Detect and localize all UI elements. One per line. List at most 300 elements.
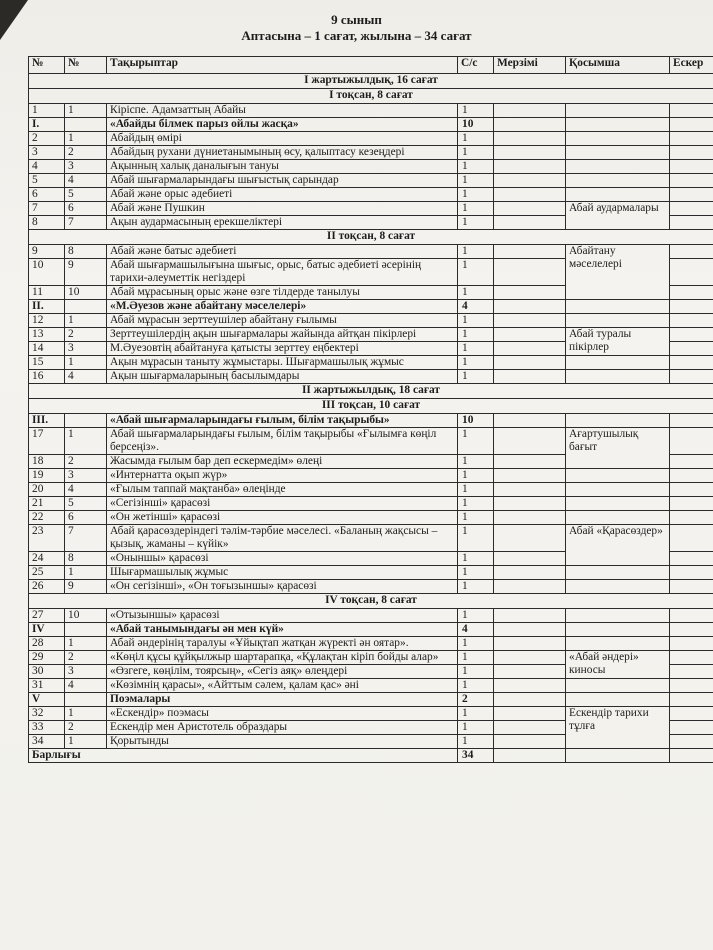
lesson-row [29,469,713,483]
note-cell [670,693,713,707]
topic-cell: Абай шығармашылығына шығыс, орыс, батыс әдебиеті әсерінің тарихи-әлеуметтік негіздері [107,259,458,286]
note-cell [670,525,713,552]
date-cell [494,580,566,594]
date-cell [494,511,566,525]
date-cell [494,566,566,580]
row-number: ІІ. [29,300,65,314]
lesson-row [29,651,713,665]
lesson-number [65,623,107,637]
note-cell [670,623,713,637]
lesson-row [29,104,713,118]
date-cell [494,146,566,160]
extra-cell [566,370,670,384]
row-number: 19 [29,469,65,483]
topic-cell: Шығармашылық жұмыс [107,566,458,580]
extra-cell [566,469,670,483]
hours-cell: 1 [458,469,494,483]
section-row [29,399,713,414]
note-cell [670,188,713,202]
section-title: ІІ тоқсан, 8 сағат [29,230,713,245]
section-title: ІІІ тоқсан, 10 сағат [29,399,713,414]
date-cell [494,749,566,763]
lesson-row [29,160,713,174]
lesson-number: 1 [65,566,107,580]
lesson-number: 7 [65,216,107,230]
extra-cell [566,623,670,637]
date-cell [494,483,566,497]
hours-cell: 1 [458,370,494,384]
date-cell [494,328,566,342]
topic-cell: «Өзгеге, көңілім, тоярсың», «Сегіз аяқ» өлеңдері [107,665,458,679]
lesson-number: 5 [65,188,107,202]
hours-cell: 1 [458,735,494,749]
lesson-number: 10 [65,609,107,623]
section-row [29,74,713,89]
row-number: 2 [29,132,65,146]
row-number: 21 [29,497,65,511]
topic-cell: Қорытынды [107,735,458,749]
note-cell [670,483,713,497]
extra-cell [566,693,670,707]
col-header-no2: № [65,57,107,74]
extra-cell [566,132,670,146]
topic-cell: «Интернатта оқып жүр» [107,469,458,483]
extra-cell [566,511,670,525]
lesson-number: 2 [65,651,107,665]
topic-cell: «Көңіл құсы құйқылжыр шартарапқа, «Құлақтан кіріп бойды алар» [107,651,458,665]
syllabus-table [28,56,713,763]
note-cell [670,651,713,665]
col-header-note: Ескер [670,57,713,74]
topic-cell: Ақын аудармасының ерекшеліктері [107,216,458,230]
section-row [29,384,713,399]
grade-title: 9 сынып [331,12,382,27]
row-number: 18 [29,455,65,469]
row-number: І. [29,118,65,132]
extra-cell: Абай аудармалары [566,202,670,230]
date-cell [494,552,566,566]
lesson-number: 1 [65,428,107,455]
extra-cell [566,414,670,428]
extra-cell [566,580,670,594]
date-cell [494,609,566,623]
note-cell [670,749,713,763]
hours-cell: 4 [458,623,494,637]
section-row [29,594,713,609]
hours-cell: 1 [458,609,494,623]
row-number: 7 [29,202,65,216]
row-number: 34 [29,735,65,749]
topic-cell: Абай және орыс әдебиеті [107,188,458,202]
module-row [29,118,713,132]
lesson-row [29,314,713,328]
date-cell [494,188,566,202]
lesson-row [29,580,713,594]
section-title: ІІ жартыжылдық, 18 сағат [29,384,713,399]
lesson-number: 8 [65,245,107,259]
row-number: V [29,693,65,707]
topic-cell: Ақынның халық даналығын тануы [107,160,458,174]
topic-cell: Поэмалары [107,693,458,707]
section-title: ІV тоқсан, 8 сағат [29,594,713,609]
date-cell [494,314,566,328]
row-number: 23 [29,525,65,552]
note-cell [670,342,713,356]
row-number: 16 [29,370,65,384]
note-cell [670,370,713,384]
lesson-number: 6 [65,511,107,525]
date-cell [494,118,566,132]
note-cell [670,721,713,735]
col-header-hours: С/с [458,57,494,74]
date-cell [494,414,566,428]
hours-cell: 1 [458,328,494,342]
row-number: 4 [29,160,65,174]
hours-cell: 1 [458,483,494,497]
row-number: 14 [29,342,65,356]
module-row [29,693,713,707]
row-number: 33 [29,721,65,735]
col-header-no1: № [29,57,65,74]
hours-cell: 1 [458,286,494,300]
hours-cell: 1 [458,580,494,594]
extra-cell [566,160,670,174]
topic-cell: «Он сегізінші», «Он тоғызыншы» қарасөзі [107,580,458,594]
topic-cell: Жасымда ғылым бар деп ескермедім» өлеңі [107,455,458,469]
note-cell [670,455,713,469]
topic-cell: Ақын мұрасын таныту жұмыстары. Шығармашылық жұмыс [107,356,458,370]
lesson-number: 4 [65,483,107,497]
lesson-number: 6 [65,202,107,216]
note-cell [670,146,713,160]
row-number: 27 [29,609,65,623]
hours-cell: 1 [458,552,494,566]
topic-cell: «Сегізінші» қарасөзі [107,497,458,511]
date-cell [494,245,566,259]
extra-cell: Ескендір тарихи тұлға [566,707,670,749]
hours-cell: 1 [458,259,494,286]
note-cell [670,259,713,286]
lesson-number: 1 [65,314,107,328]
date-cell [494,356,566,370]
lesson-number: 4 [65,174,107,188]
date-cell [494,286,566,300]
topic-cell: Абай шығармаларындағы ғылым, білім тақырыбы «Ғылымға көңіл берсеңіз». [107,428,458,455]
extra-cell [566,104,670,118]
extra-cell: Ағартушылық бағыт [566,428,670,469]
note-cell [670,707,713,721]
extra-cell: Абай «Қарасөздер» [566,525,670,566]
hours-cell: 1 [458,146,494,160]
module-row [29,414,713,428]
hours-cell: 1 [458,525,494,552]
hours-cell: 1 [458,721,494,735]
lesson-number [65,693,107,707]
note-cell [670,160,713,174]
lesson-row [29,525,713,552]
lesson-number [65,414,107,428]
note-cell [670,497,713,511]
note-cell [670,679,713,693]
date-cell [494,428,566,455]
topic-cell: Ескендір мен Аристотель образдары [107,721,458,735]
lesson-row [29,637,713,651]
lesson-row [29,146,713,160]
col-header-extra: Қосымша [566,57,670,74]
note-cell [670,414,713,428]
date-cell [494,469,566,483]
date-cell [494,623,566,637]
lesson-row [29,328,713,342]
note-cell [670,637,713,651]
hours-cell: 1 [458,132,494,146]
module-row [29,623,713,637]
date-cell [494,370,566,384]
hours-cell: 1 [458,637,494,651]
lesson-number: 2 [65,328,107,342]
lesson-number: 3 [65,469,107,483]
extra-cell [566,609,670,623]
table-header-row [29,57,713,74]
col-header-date: Мерзімі [494,57,566,74]
row-number: 22 [29,511,65,525]
topic-cell: Абай және Пушкин [107,202,458,216]
row-number: 30 [29,665,65,679]
date-cell [494,721,566,735]
hours-cell: 1 [458,707,494,721]
date-cell [494,651,566,665]
note-cell [670,202,713,216]
lesson-number: 1 [65,735,107,749]
hours-cell: 4 [458,300,494,314]
lesson-row [29,679,713,693]
date-cell [494,455,566,469]
lesson-row [29,428,713,455]
date-cell [494,735,566,749]
row-number: 9 [29,245,65,259]
note-cell [670,735,713,749]
lesson-number: 4 [65,679,107,693]
section-title: І тоқсан, 8 сағат [29,89,713,104]
extra-cell: Абайтану мәселелері [566,245,670,300]
row-number: 15 [29,356,65,370]
lesson-number: 7 [65,525,107,552]
total-row [29,749,713,763]
lesson-number: 1 [65,104,107,118]
note-cell [670,552,713,566]
extra-cell [566,356,670,370]
topic-cell: «Оныншы» қарасөзі [107,552,458,566]
hours-cell: 1 [458,651,494,665]
topic-cell: М.Әуезовтің абайтануға қатысты зерттеу еңбектері [107,342,458,356]
row-number: 29 [29,651,65,665]
extra-cell [566,300,670,314]
date-cell [494,525,566,552]
topic-cell: «Көзімнің қарасы», «Айттым сәлем, қалам қас» әні [107,679,458,693]
topic-cell: Абай шығармаларындағы шығыстық сарындар [107,174,458,188]
lesson-row [29,497,713,511]
extra-cell [566,118,670,132]
extra-cell [566,749,670,763]
hours-cell: 1 [458,160,494,174]
hours-cell: 10 [458,414,494,428]
topic-cell: «Абай шығармаларындағы ғылым, білім тақырыбы» [107,414,458,428]
topic-cell: «Отызыншы» қарасөзі [107,609,458,623]
extra-cell [566,679,670,693]
topic-cell: Абай және батыс әдебиеті [107,245,458,259]
date-cell [494,665,566,679]
date-cell [494,300,566,314]
lesson-number: 4 [65,370,107,384]
topic-cell: «М.Әуезов және абайтану мәселелері» [107,300,458,314]
section-row [29,230,713,245]
date-cell [494,342,566,356]
row-number: 10 [29,259,65,286]
lesson-row [29,356,713,370]
col-header-topics: Тақырыптар [107,57,458,74]
row-number: ІІІ. [29,414,65,428]
note-cell [670,469,713,483]
lesson-number: 1 [65,637,107,651]
hours-cell: 1 [458,665,494,679]
note-cell [670,356,713,370]
note-cell [670,609,713,623]
lesson-row [29,483,713,497]
lesson-number: 9 [65,259,107,286]
lesson-number: 10 [65,286,107,300]
date-cell [494,160,566,174]
lesson-number: 3 [65,160,107,174]
row-number: ІV [29,623,65,637]
extra-cell [566,483,670,497]
date-cell [494,637,566,651]
lesson-row [29,245,713,259]
row-number: 8 [29,216,65,230]
extra-cell [566,637,670,651]
topic-cell: Абай мұрасының орыс және өзге тілдерде танылуы [107,286,458,300]
table-body [29,74,713,763]
note-cell [670,580,713,594]
date-cell [494,174,566,188]
hours-cell: 1 [458,356,494,370]
lesson-row [29,566,713,580]
lesson-number: 8 [65,552,107,566]
hours-cell: 1 [458,188,494,202]
date-cell [494,497,566,511]
row-number: 12 [29,314,65,328]
extra-cell: Абай туралы пікірлер [566,328,670,356]
row-number: 32 [29,707,65,721]
extra-cell [566,174,670,188]
row-number: 25 [29,566,65,580]
topic-cell: Абайдың рухани дүниетанымының өсу, қалыптасу кезеңдері [107,146,458,160]
topic-cell: Абай қарасөздеріндегі тәлім-тәрбие мәселесі. «Баланың жақсысы – қызық, жаманы – күйік» [107,525,458,552]
topic-cell: Кіріспе. Адамзаттың Абайы [107,104,458,118]
date-cell [494,693,566,707]
total-hours: 34 [458,749,494,763]
note-cell [670,132,713,146]
extra-cell [566,188,670,202]
hours-cell: 2 [458,693,494,707]
note-cell [670,245,713,259]
date-cell [494,104,566,118]
note-cell [670,286,713,300]
module-row [29,300,713,314]
topic-cell: «Абай танымындағы ән мен күй» [107,623,458,637]
topic-cell: «Абайды білмек парыз ойлы жасқа» [107,118,458,132]
hours-cell: 1 [458,497,494,511]
lesson-number [65,118,107,132]
date-cell [494,259,566,286]
extra-cell [566,566,670,580]
hours-cell: 1 [458,216,494,230]
extra-cell [566,146,670,160]
note-cell [670,314,713,328]
lesson-number: 2 [65,721,107,735]
hours-cell: 1 [458,566,494,580]
extra-cell [566,497,670,511]
lesson-row [29,609,713,623]
lesson-number: 9 [65,580,107,594]
row-number: 11 [29,286,65,300]
topic-cell: Абай әндерінің таралуы «Ұйықтап жатқан жүректі ән оятар». [107,637,458,651]
lesson-row [29,174,713,188]
topic-cell: «Ғылым таппай мақтанба» өлеңінде [107,483,458,497]
note-cell [670,328,713,342]
hours-cell: 1 [458,245,494,259]
date-cell [494,679,566,693]
hours-cell: 1 [458,202,494,216]
date-cell [494,707,566,721]
row-number: 20 [29,483,65,497]
lesson-number [65,300,107,314]
topic-cell: Абайдың өмірі [107,132,458,146]
extra-cell [566,314,670,328]
row-number: 17 [29,428,65,455]
topic-cell: Ақын шығармаларының басылымдары [107,370,458,384]
note-cell [670,118,713,132]
section-row [29,89,713,104]
lesson-number: 1 [65,707,107,721]
hours-subtitle: Аптасына – 1 сағат, жылына – 34 сағат [241,28,472,43]
section-title: І жартыжылдық, 16 сағат [29,74,713,89]
hours-cell: 1 [458,104,494,118]
row-number: 3 [29,146,65,160]
note-cell [670,665,713,679]
date-cell [494,216,566,230]
topic-cell: «Он жетінші» қарасөзі [107,511,458,525]
hours-cell: 1 [458,511,494,525]
lesson-row [29,188,713,202]
lesson-number: 5 [65,497,107,511]
row-number: 13 [29,328,65,342]
total-label: Барлығы [29,749,458,763]
lesson-number: 1 [65,356,107,370]
row-number: 28 [29,637,65,651]
lesson-number: 1 [65,132,107,146]
lesson-number: 2 [65,455,107,469]
hours-cell: 1 [458,342,494,356]
extra-cell: «Абай әндері» киносы [566,651,670,679]
topic-cell: Зерттеушілердің ақын шығармалары жайында айтқан пікірлері [107,328,458,342]
hours-cell: 10 [458,118,494,132]
row-number: 5 [29,174,65,188]
lesson-number: 3 [65,342,107,356]
note-cell [670,428,713,455]
lesson-row [29,132,713,146]
hours-cell: 1 [458,428,494,455]
note-cell [670,216,713,230]
